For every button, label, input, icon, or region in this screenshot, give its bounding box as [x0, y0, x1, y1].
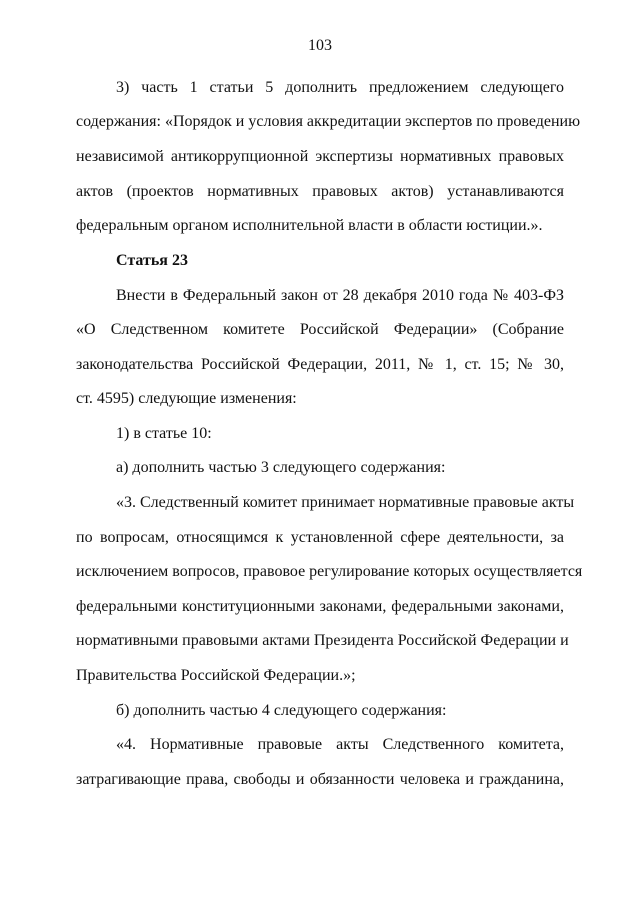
- text-line: федеральными конституционными законами, федеральными законами,: [76, 598, 564, 615]
- text-line: федеральным органом исполнительной власти в области юстиции.».: [76, 217, 543, 234]
- article-heading: Статья 23: [116, 252, 188, 269]
- text-line: содержания: «Порядок и условия аккредитации экспертов по проведению: [76, 113, 581, 130]
- text-line: 1) в статье 10:: [116, 425, 212, 442]
- page-number: 103: [308, 37, 332, 54]
- text-line: Правительства Российской Федерации.»;: [76, 667, 356, 684]
- text-line: затрагивающие права, свободы и обязанности человека и гражданина,: [76, 771, 564, 788]
- text-line: «3. Следственный комитет принимает нормативные правовые акты: [116, 494, 575, 511]
- text-line: «О Следственном комитете Российской Федерации» (Собрание: [76, 321, 564, 338]
- text-line: нормативными правовыми актами Президента Российской Федерации и: [76, 632, 569, 649]
- text-line: законодательства Российской Федерации, 2011, № 1, ст. 15; № 30,: [76, 356, 564, 373]
- text-line: исключением вопросов, правовое регулирование которых осуществляется: [76, 563, 583, 580]
- text-line: Внести в Федеральный закон от 28 декабря 2010 года № 403-ФЗ: [116, 287, 564, 304]
- text-line: «4. Нормативные правовые акты Следственного комитета,: [116, 736, 564, 753]
- text-line: независимой антикоррупционной экспертизы нормативных правовых: [76, 148, 564, 165]
- text-line: а) дополнить частью 3 следующего содержания:: [116, 459, 446, 476]
- text-line: б) дополнить частью 4 следующего содержания:: [116, 702, 447, 719]
- text-line: по вопросам, относящимся к установленной сфере деятельности, за: [76, 529, 564, 546]
- text-line: актов (проектов нормативных правовых актов) устанавливаются: [76, 183, 564, 200]
- text-line: ст. 4595) следующие изменения:: [76, 390, 297, 407]
- text-line: 3) часть 1 статьи 5 дополнить предложением следующего: [116, 79, 564, 96]
